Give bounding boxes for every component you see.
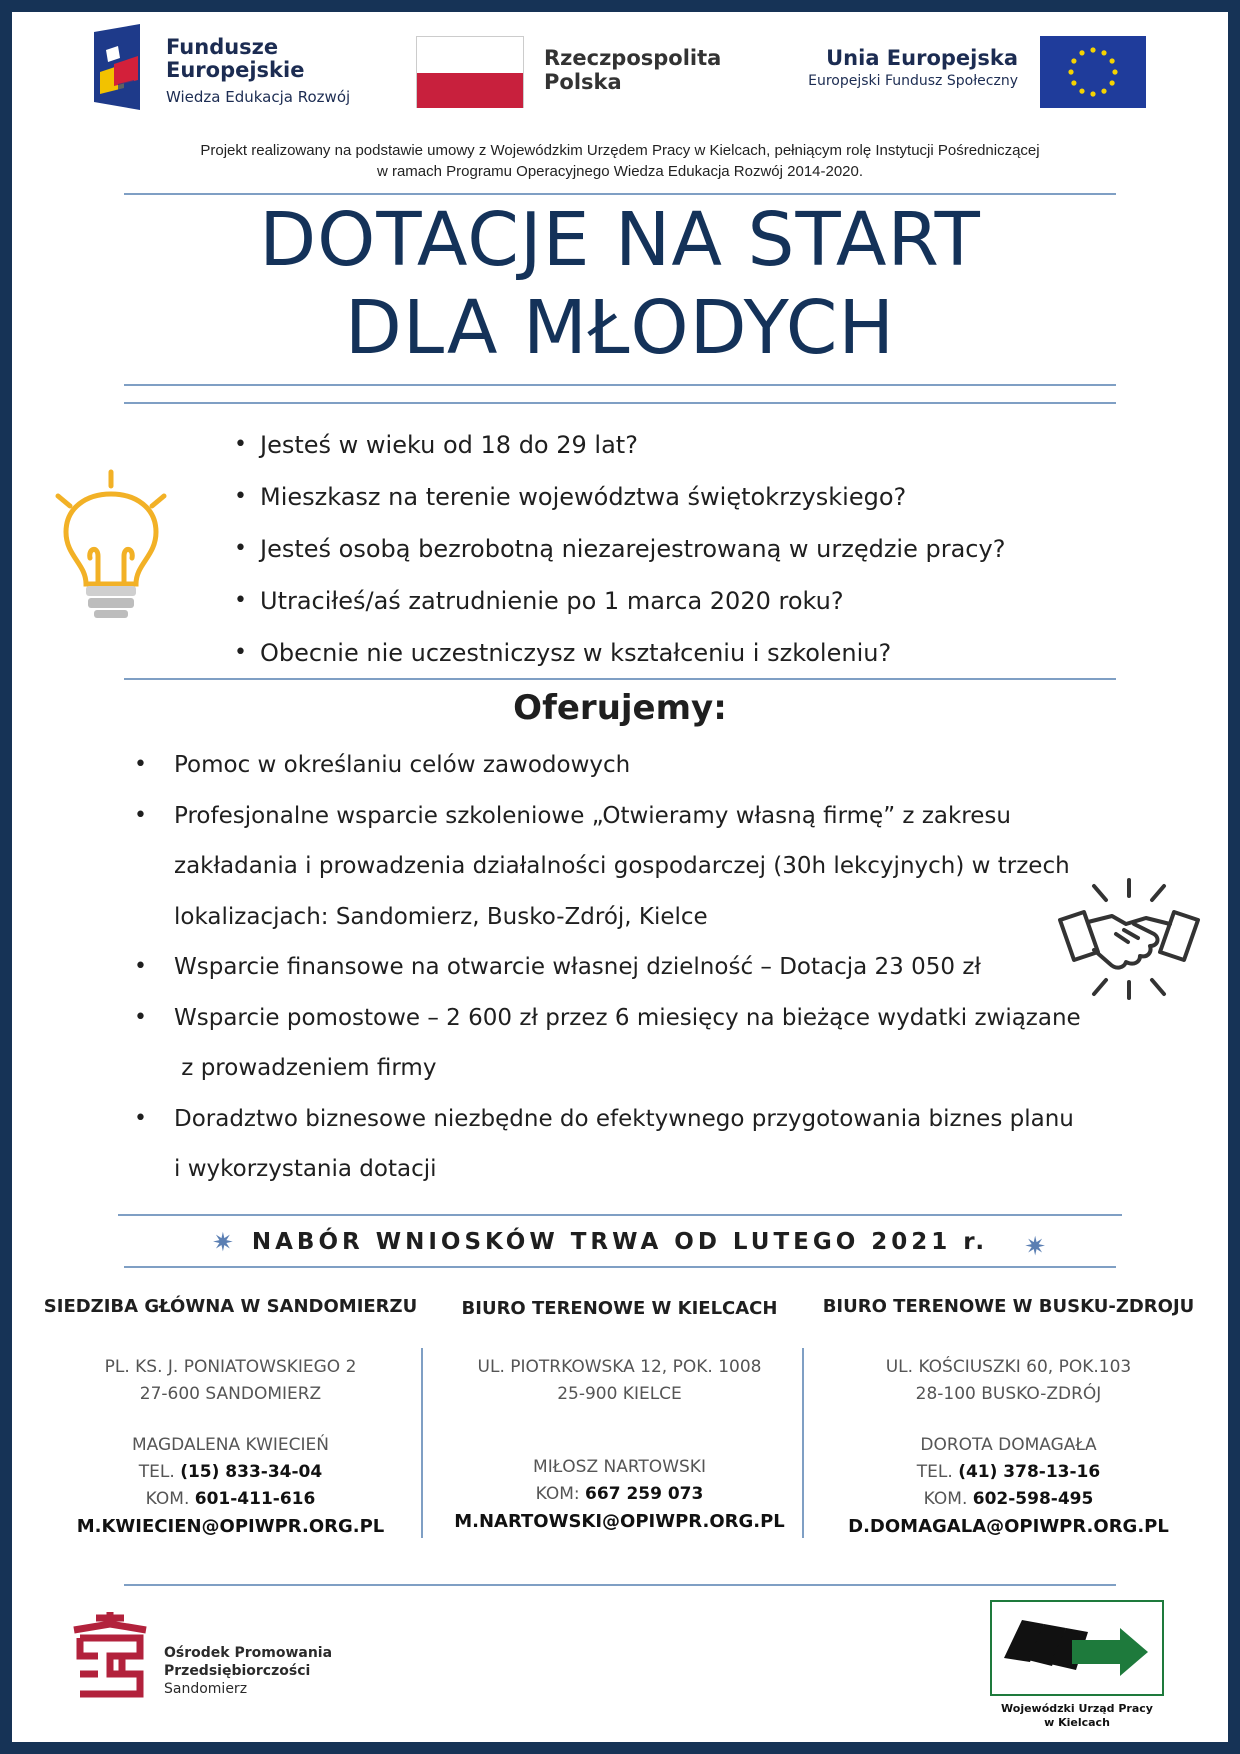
offices-section: [36, 1294, 1204, 1554]
contact-person: MAGDALENA KWIECIEŃ: [131, 1435, 329, 1455]
fe-line2: Europejskie: [166, 58, 305, 82]
contact-person: DOROTA DOMAGAŁA: [920, 1435, 1097, 1455]
header-logos: [0, 22, 1240, 122]
eu-star: [1110, 58, 1115, 63]
page-title: [120, 196, 1120, 372]
office-email[interactable]: M.NARTOWSKI@OPIWPR.ORG.PL: [454, 1511, 785, 1532]
fundusze-europejskie-logo: [94, 22, 394, 122]
eu-star: [1110, 80, 1115, 85]
unia-europejska-logo: [790, 36, 1146, 114]
divider: [124, 193, 1116, 195]
eu-star: [1101, 50, 1106, 55]
kom-value: 602-598-495: [972, 1489, 1094, 1509]
list-item: • Utraciłeś/aś zatrudnienie po 1 marca 2020 roku?: [234, 580, 1054, 632]
offer-line: • Wsparcie finansowe na otwarcie własnej dzielność – Dotacja 23 050 zł: [174, 954, 981, 980]
kom-value: 601-411-616: [194, 1489, 316, 1509]
list-item: • Jesteś w wieku od 18 do 29 lat?: [234, 424, 1054, 476]
wup-logo-text: [990, 1702, 1164, 1730]
offer-line: • Profesjonalne wsparcie szkoleniowe „Otwieramy własną firmę” z zakresu: [174, 802, 1011, 829]
office-heading: SIEDZIBA GŁÓWNA W SANDOMIERZU: [43, 1296, 418, 1317]
eu-flag-icon: [1040, 36, 1146, 108]
intro-line1: Projekt realizowany na podstawie umowy z Wojewódzkim Urzędem Pracy w Kielcach, pełniącym rolę Instytucji Pośredniczącej: [200, 142, 1040, 159]
fe-logo-text: [166, 36, 350, 108]
office-address: PL. KS. J. PONIATOWSKIEGO 2: [104, 1357, 357, 1377]
office-mobile: [814, 1486, 1203, 1513]
list-item: [134, 791, 1104, 943]
opp-line3: Sandomierz: [164, 1681, 248, 1697]
offer-line: • Wsparcie pomostowe – 2 600 zł przez 6 miesięcy na bieżące wydatki związane: [174, 1004, 1081, 1031]
wup-logo-icon: [992, 1602, 1162, 1694]
office-email[interactable]: M.KWIECIEN@OPIWPR.ORG.PL: [76, 1516, 385, 1537]
opp-logo-icon: [70, 1608, 150, 1702]
star-icon: ✷: [212, 1228, 234, 1258]
list-item: [134, 942, 1104, 993]
rp-logo-text: [544, 46, 721, 94]
ue-line1: Unia Europejska: [826, 46, 1018, 70]
intro-line2: w ramach Programu Operacyjnego Wiedza Edukacja Rozwój 2014-2020.: [376, 163, 864, 180]
office-email[interactable]: D.DOMAGALA@OPIWPR.ORG.PL: [848, 1516, 1169, 1537]
rp-line1: Rzeczpospolita: [544, 46, 722, 70]
office-busko: [814, 1294, 1203, 1541]
list-item: • Obecnie nie uczestniczysz w kształceniu i szkoleniu?: [234, 632, 1054, 684]
eu-star: [1071, 80, 1076, 85]
offer-line: z prowadzeniem firmy: [174, 1055, 437, 1081]
list-item: [134, 993, 1104, 1094]
list-item: • Mieszkasz na terenie województwa świętokrzyskiego?: [234, 476, 1054, 528]
kom-label: KOM:: [535, 1484, 586, 1504]
offer-line: lokalizacjach: Sandomierz, Busko-Zdrój, Kielce: [174, 903, 708, 930]
rp-line2: Polska: [544, 70, 622, 94]
divider: [124, 402, 1116, 404]
handshake-icon: [1054, 876, 1204, 1002]
tel-value: (15) 833-34-04: [180, 1462, 323, 1482]
offer-line: • Doradztwo biznesowe niezbędne do efektywnego przygotowania biznes planu: [174, 1105, 1074, 1132]
offer-line: zakładania i prowadzenia działalności gospodarczej (30h lekcyjnych) w trzech: [174, 853, 1070, 879]
eu-star: [1101, 89, 1106, 94]
opp-line2: Przedsiębiorczości: [164, 1663, 311, 1679]
office-heading: BIURO TERENOWE W KIELCACH: [461, 1298, 778, 1319]
list-item: [134, 740, 1104, 791]
eu-star: [1090, 47, 1095, 52]
wup-logo: [990, 1600, 1164, 1732]
eu-star: [1112, 69, 1117, 74]
column-separator: [802, 1348, 804, 1538]
ue-logo-text: [808, 46, 1018, 92]
offer-list: [134, 740, 1104, 1195]
tel-label: TEL.: [916, 1462, 959, 1482]
kom-label: KOM.: [145, 1489, 195, 1509]
kom-value: 667 259 073: [585, 1484, 704, 1504]
office-sandomierz: [36, 1294, 425, 1541]
office-kielce: [425, 1294, 814, 1536]
rzeczpospolita-logo: [416, 36, 746, 114]
list-item: [134, 1094, 1104, 1195]
eu-star: [1071, 58, 1076, 63]
divider: [124, 1266, 1116, 1268]
opp-line1: Ośrodek Promowania: [164, 1645, 333, 1661]
ue-line2: Europejski Fundusz Społeczny: [808, 73, 1018, 89]
eu-star: [1068, 69, 1073, 74]
opp-logo: [70, 1606, 390, 1706]
office-postal: 27-600 SANDOMIERZ: [139, 1384, 322, 1404]
office-heading: BIURO TERENOWE W BUSKU-ZDROJU: [822, 1296, 1195, 1317]
divider: [124, 678, 1116, 680]
offer-line: i wykorzystania dotacji: [174, 1156, 437, 1182]
fe-line3: Wiedza Edukacja Rozwój: [166, 88, 351, 106]
divider: [118, 1214, 1122, 1216]
office-address: UL. KOŚCIUSZKI 60, POK.103: [885, 1357, 1132, 1377]
eu-star: [1079, 50, 1084, 55]
column-separator: [421, 1348, 423, 1538]
divider: [124, 1584, 1116, 1586]
tel-label: TEL.: [138, 1462, 181, 1482]
contact-person: MIŁOSZ NARTOWSKI: [533, 1457, 706, 1477]
project-intro: [120, 140, 1120, 182]
office-address: UL. PIOTRKOWSKA 12, POK. 1008: [477, 1357, 762, 1377]
office-phone: [814, 1459, 1203, 1486]
application-banner-text: NABÓR WNIOSKÓW TRWA OD LUTEGO 2021 r.: [251, 1229, 989, 1255]
title-line1: DOTACJE NA START: [259, 197, 981, 283]
polish-flag-icon: [416, 36, 524, 108]
office-postal: 28-100 BUSKO-ZDRÓJ: [915, 1384, 1102, 1404]
office-mobile: [425, 1481, 814, 1508]
wup-line2: w Kielcach: [1044, 1716, 1110, 1729]
kom-label: KOM.: [923, 1489, 973, 1509]
office-phone: [36, 1459, 425, 1486]
fe-line1: Fundusze: [166, 35, 279, 59]
office-mobile: [36, 1486, 425, 1513]
fe-logo-icon: [94, 24, 144, 110]
title-line2: DLA MŁODYCH: [344, 285, 896, 371]
eu-star: [1079, 89, 1084, 94]
eu-star: [1090, 91, 1095, 96]
office-postal: 25-900 KIELCE: [557, 1384, 682, 1404]
list-item: • Jesteś osobą bezrobotną niezarejestrowaną w urzędzie pracy?: [234, 528, 1054, 580]
question-list: [234, 424, 1054, 684]
application-banner: [120, 1222, 1120, 1262]
offer-heading: Oferujemy:: [513, 688, 727, 728]
opp-logo-text: [164, 1644, 332, 1698]
offer-line: • Pomoc w określaniu celów zawodowych: [174, 752, 631, 778]
star-icon: ✷: [1024, 1232, 1046, 1262]
tel-value: (41) 378-13-16: [958, 1462, 1101, 1482]
wup-line1: Wojewódzki Urząd Pracy: [1001, 1702, 1153, 1715]
wup-logo-frame: [990, 1600, 1164, 1696]
lightbulb-icon: [52, 468, 170, 628]
divider: [124, 384, 1116, 386]
